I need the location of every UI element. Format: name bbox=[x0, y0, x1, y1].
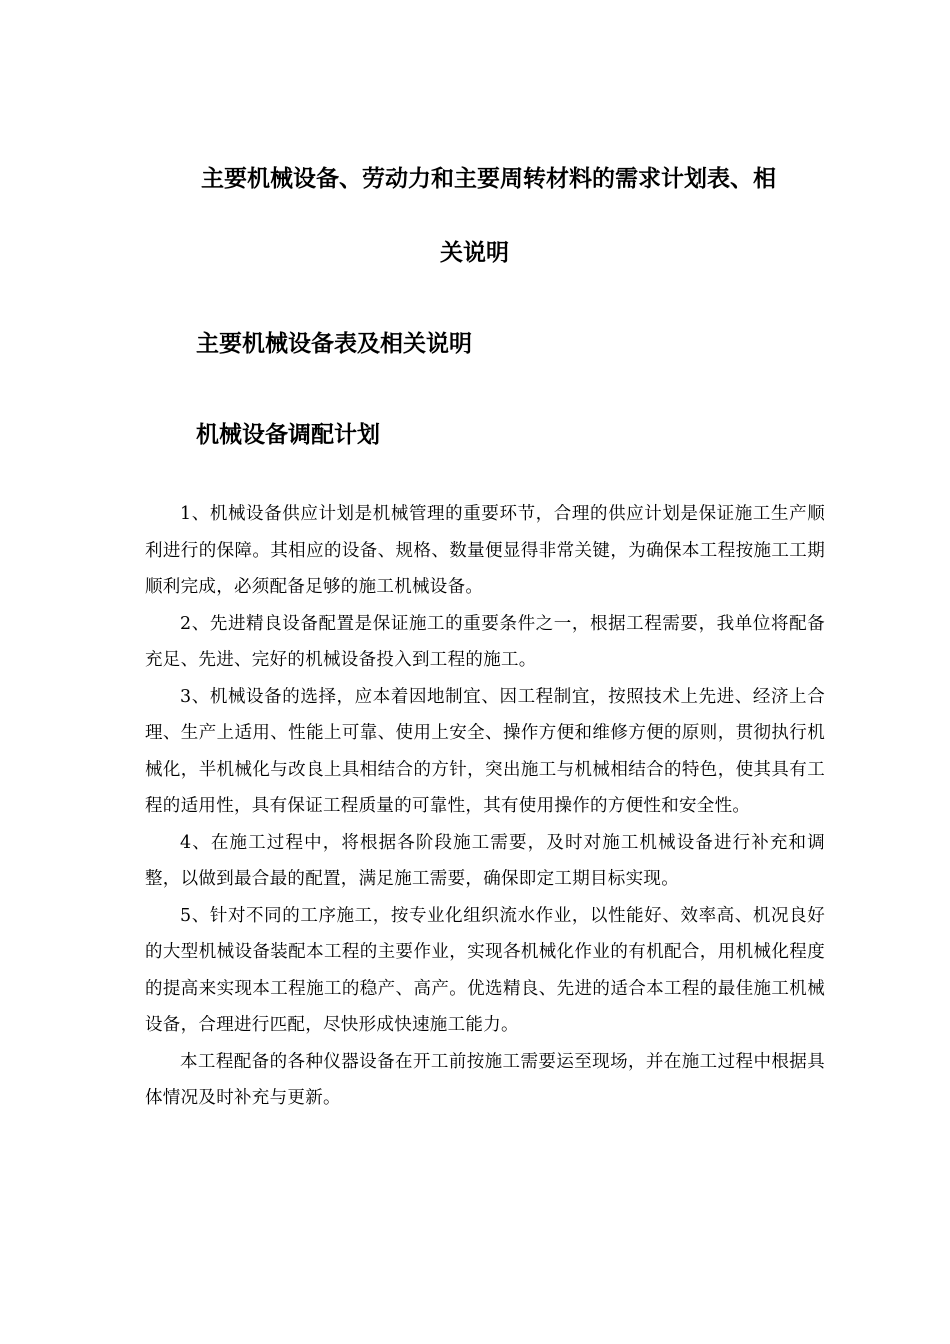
paragraph-6: 本工程配备的各种仪器设备在开工前按施工需要运至现场，并在施工过程中根据具体情况及时补充与更新。 bbox=[145, 1051, 825, 1108]
body-text bbox=[145, 496, 825, 1117]
paragraph-2: 2、先进精良设备配置是保证施工的重要条件之一，根据工程需要，我单位将配备充足、先进、完好的机械设备投入到工程的施工。 bbox=[145, 613, 825, 670]
paragraph-4: 4、在施工过程中，将根据各阶段施工需要，及时对施工机械设备进行补充和调整，以做到最合最的配置，满足施工需要，确保即定工期目标实现。 bbox=[145, 832, 825, 889]
section-heading: 主要机械设备表及相关说明 bbox=[196, 330, 472, 357]
paragraph-1: 1、机械设备供应计划是机械管理的重要环节，合理的供应计划是保证施工生产顺利进行的保障。其相应的设备、规格、数量便显得非常关键，为确保本工程按施工工期顺利完成，必须配备足够的施工机械设备。 bbox=[145, 504, 825, 597]
paragraph-3: 3、机械设备的选择，应本着因地制宜、因工程制宜，按照技术上先进、经济上合理、生产上适用、性能上可靠、使用上安全、操作方便和维修方便的原则，贯彻执行机械化，半机械化与改良上具相结合的方针，突出施工与机械相结合的特色，使其具有工程的适用性，具有保证工程质量的可靠性，其有使用操作的方便性和安全性。 bbox=[145, 686, 825, 816]
document-title-line-2: 关说明 bbox=[440, 239, 509, 266]
paragraph-5: 5、针对不同的工序施工，按专业化组织流水作业，以性能好、效率高、机况良好的大型机械设备装配本工程的主要作业，实现各机械化作业的有机配合，用机械化程度的提高来实现本工程施工的稳产、高产。优选精良、先进的适合本工程的最佳施工机械设备，合理进行匹配，尽快形成快速施工能力。 bbox=[145, 905, 825, 1035]
subsection-heading: 机械设备调配计划 bbox=[196, 421, 380, 448]
document-title-line-1: 主要机械设备、劳动力和主要周转材料的需求计划表、相 bbox=[201, 165, 776, 192]
